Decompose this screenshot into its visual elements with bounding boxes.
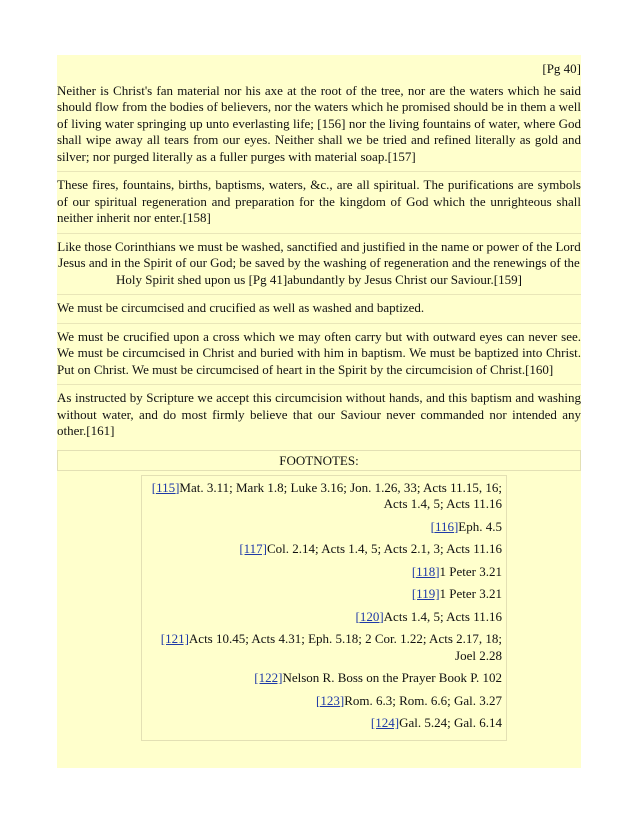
footnote-text: 1 Peter 3.21 <box>439 586 502 601</box>
footnote-text: Mat. 3.11; Mark 1.8; Luke 3.16; Jon. 1.26, 33; Acts 11.15, 16; Acts 1.4, 5; Acts 11.16 <box>179 479 502 511</box>
footnote-item <box>146 670 502 687</box>
document-page <box>57 55 581 768</box>
footnote-link[interactable]: [122] <box>254 670 283 685</box>
footnote-item <box>146 480 502 513</box>
footnote-item <box>146 715 502 732</box>
footnote-link[interactable]: [119] <box>411 586 440 601</box>
paragraph-divider <box>57 171 581 172</box>
footnotes-list <box>141 475 507 741</box>
footnote-text: Acts 10.45; Acts 4.31; Eph. 5.18; 2 Cor. 1.22; Acts 2.17, 18; Joel 2.28 <box>188 631 502 663</box>
footnote-link[interactable]: [118] <box>411 563 440 579</box>
footnote-link[interactable]: [121] <box>160 631 189 646</box>
footnote-item <box>146 564 502 581</box>
footnote-text: Nelson R. Boss on the Prayer Book P. 102 <box>282 670 502 685</box>
footnote-link[interactable]: [115] <box>151 479 180 495</box>
paragraph-divider <box>57 384 581 385</box>
footnotes-heading: FOOTNOTES: <box>57 450 581 471</box>
footnote-text: 1 Peter 3.21 <box>439 563 502 579</box>
footnote-text: Rom. 6.3; Rom. 6.6; Gal. 3.27 <box>344 692 502 708</box>
paragraph-6: As instructed by Scripture we accept this circumcision without hands, and this baptism and washing without water, and do most firmly believe that our Saviour never commanded nor intended any other.[161] <box>57 390 581 438</box>
paragraph-divider <box>57 323 581 324</box>
footnote-link[interactable]: [117] <box>239 541 268 556</box>
paragraph-4: We must be circumcised and crucified as well as washed and baptized. <box>57 300 425 315</box>
footnote-item <box>146 519 502 536</box>
page-marker: [Pg 40] <box>542 61 581 76</box>
footnote-link[interactable]: [116] <box>430 518 459 534</box>
paragraph-divider <box>57 233 581 234</box>
footnote-text: Eph. 4.5 <box>458 518 502 534</box>
footnote-item <box>146 586 502 603</box>
footnote-text: Acts 1.4, 5; Acts 11.16 <box>383 608 502 624</box>
paragraph-2: These fires, fountains, births, baptisms, waters, &c., are all spiritual. The purifications are symbols of our spiritual regeneration and preparation for the kingdom of God which the unrighteous shall neither inherit nor enter.[158] <box>57 177 581 225</box>
paragraph-5: We must be crucified upon a cross which we may often carry but with outward eyes can never see. We must be circumcised in Christ and buried with him in baptism. We must be baptized into Christ. Put on Christ. We must be circumcised of heart in the Spirit by the circumcision of Christ.[160] <box>57 328 581 377</box>
footnote-item <box>146 609 502 626</box>
paragraph-divider <box>57 294 581 295</box>
footnote-link[interactable]: [123] <box>316 692 345 708</box>
footnote-text: Gal. 5.24; Gal. 6.14 <box>399 715 502 730</box>
footnote-text: Col. 2.14; Acts 1.4, 5; Acts 2.1, 3; Acts 11.16 <box>267 541 502 556</box>
paragraph-1: Neither is Christ's fan material nor his axe at the root of the tree, nor are the waters which he said should flow from the bodies of believers, nor the waters which he promised should be in them a well of living water springing up unto everlasting life; [156] nor the living fountains of water, where God shall wipe away all tears from our eyes. Neither shall we be tried and refined literally as gold and silver; nor purged literally as a fuller purges with material soap.[157] <box>57 82 581 164</box>
footnote-link[interactable]: [124] <box>370 715 400 730</box>
footnote-item <box>146 631 502 664</box>
footnote-link[interactable]: [120] <box>355 608 384 624</box>
footnote-item <box>146 693 502 710</box>
footnote-item <box>146 541 502 558</box>
paragraph-3: Like those Corinthians we must be washed, sanctified and justified in the name or power of the Lord Jesus and in the Spirit of our God; be saved by the washing of regeneration and the renewings of the Holy Spirit shed upon us [Pg 41]abundantly by Jesus Christ our Saviour.[159] <box>57 238 581 287</box>
